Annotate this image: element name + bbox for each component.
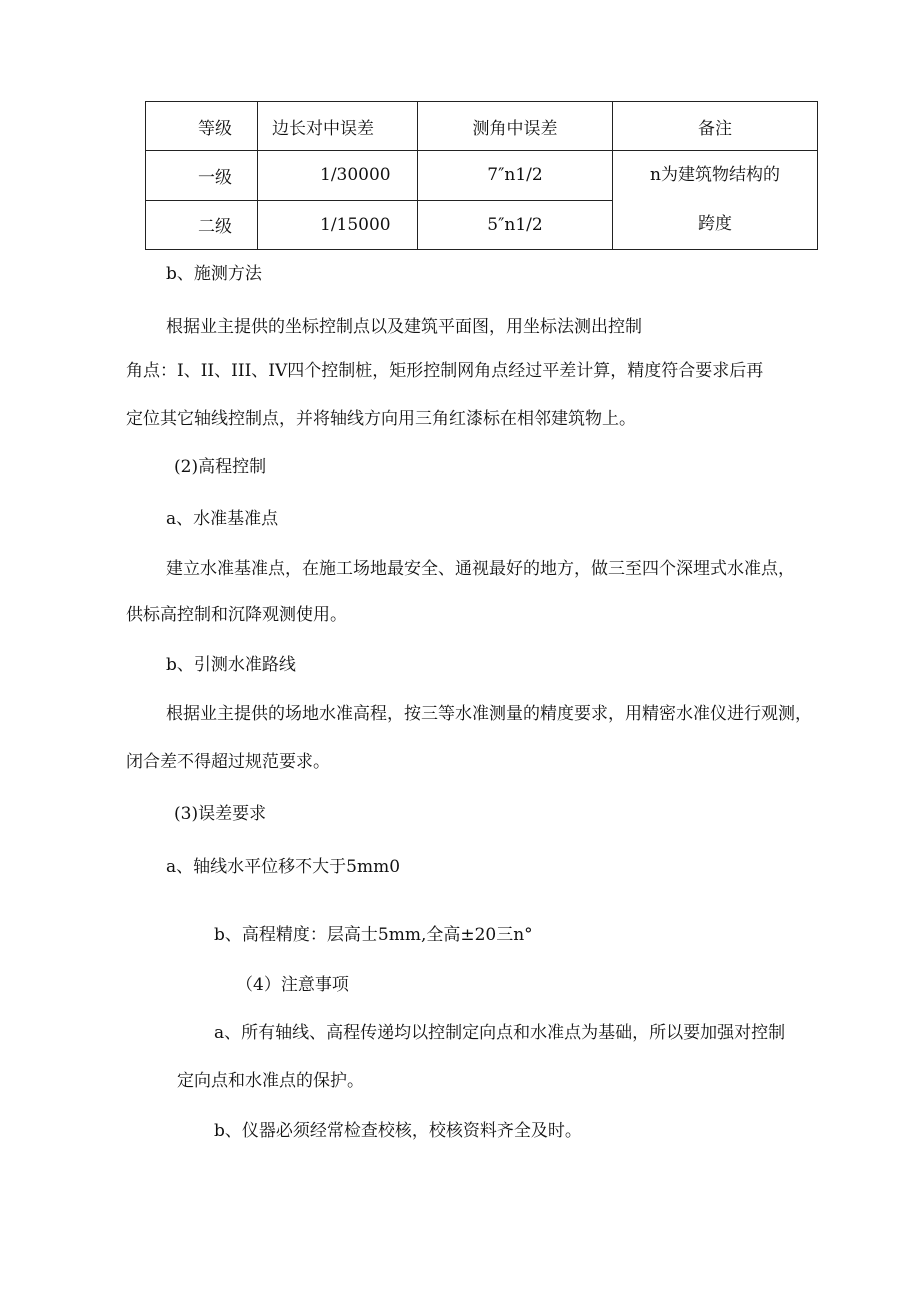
paragraph-line: a、所有轴线、高程传递均以控制定向点和水准点为基础，所以要加强对控制 — [214, 1023, 786, 1043]
header-side-error: 边长对中误差 — [258, 102, 418, 151]
header-note: 备注 — [613, 102, 818, 151]
paragraph-line: 根据业主提供的坐标控制点以及建筑平面图，用坐标法测出控制 — [166, 317, 642, 337]
precision-table — [145, 101, 818, 250]
note-cell — [613, 151, 818, 250]
paragraph-line: 闭合差不得超过规范要求。 — [126, 752, 330, 772]
paragraph-line: a、轴线水平位移不大于5mm0 — [166, 857, 401, 877]
paragraph-line: b、仪器必须经常检查校核，校核资料齐全及时。 — [214, 1121, 582, 1141]
paragraph-line: 定向点和水准点的保护。 — [177, 1071, 364, 1091]
note-line-1: n为建筑物结构的 — [650, 165, 780, 185]
section-heading-precautions: （4）注意事项 — [236, 975, 349, 995]
angle-error-cell: 7″n1/2 — [418, 151, 613, 201]
side-error-cell: 1/15000 — [258, 200, 418, 250]
section-heading-elevation-control: (2)高程控制 — [174, 457, 267, 477]
header-grade: 等级 — [146, 102, 258, 151]
table-header-row — [146, 102, 818, 151]
subheading-leveling-route: b、引测水准路线 — [166, 655, 296, 675]
grade-cell: 一级 — [146, 151, 258, 201]
paragraph-line: 角点：I、II、III、IV四个控制桩，矩形控制网角点经过平差计算，精度符合要求后再 — [126, 361, 764, 381]
angle-error-cell: 5″n1/2 — [418, 200, 613, 250]
section-heading-error-requirements: (3)误差要求 — [174, 804, 267, 824]
side-error-cell: 1/30000 — [258, 151, 418, 201]
paragraph-line: 供标高控制和沉降观测使用。 — [126, 605, 347, 625]
grade-cell: 二级 — [146, 200, 258, 250]
paragraph-line: 建立水准基准点，在施工场地最安全、通视最好的地方，做三至四个深埋式水准点， — [166, 559, 795, 579]
table-row — [146, 151, 818, 201]
subheading-benchmark: a、水准基准点 — [166, 509, 279, 529]
subheading-survey-method: b、施测方法 — [166, 264, 262, 284]
paragraph-line: 根据业主提供的场地水准高程，按三等水准测量的精度要求，用精密水准仪进行观测， — [166, 704, 812, 724]
paragraph-line: 定位其它轴线控制点，并将轴线方向用三角红漆标在相邻建筑物上。 — [126, 409, 636, 429]
header-angle-error: 测角中误差 — [418, 102, 613, 151]
paragraph-line: b、高程精度：层高士5mm,全高±20三n° — [214, 925, 533, 945]
note-line-2: 跨度 — [698, 214, 732, 234]
